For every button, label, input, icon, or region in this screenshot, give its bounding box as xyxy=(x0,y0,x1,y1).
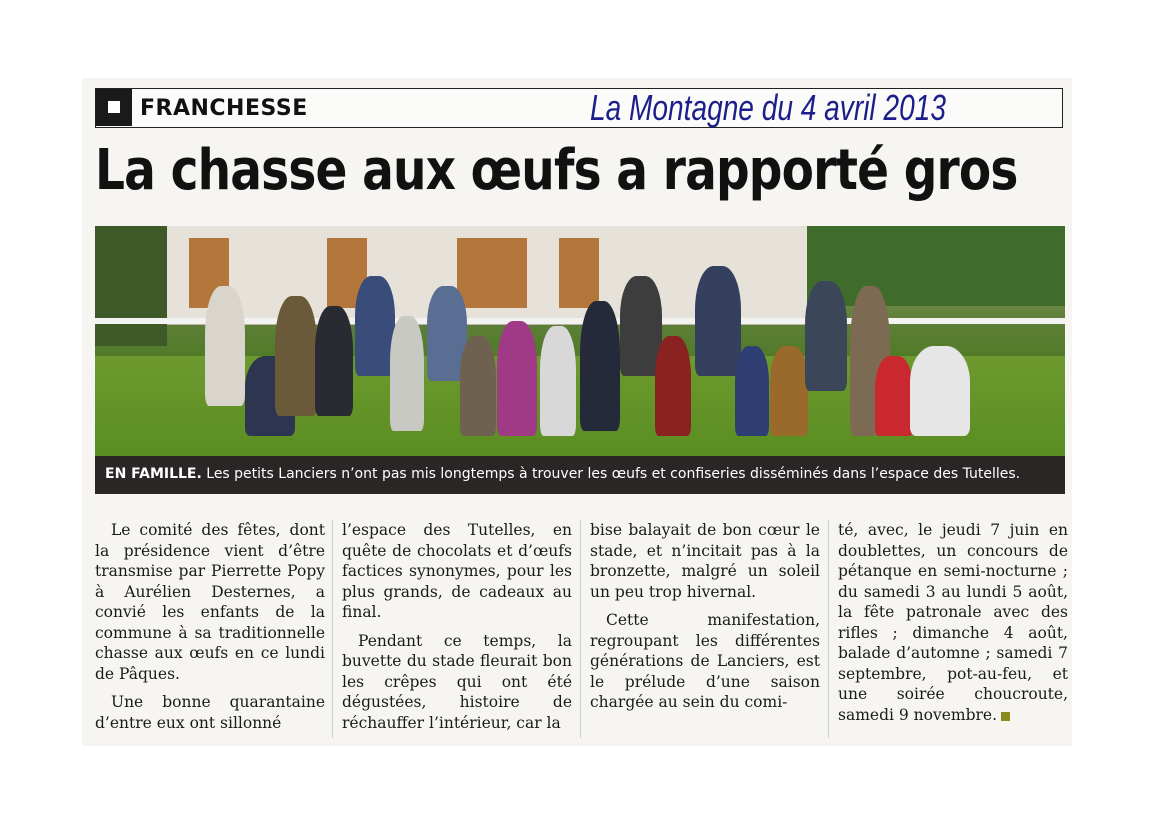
paragraph: té, avec, le jeudi 7 juin en doublettes, un concours de pétanque en semi-nocturne ; du samedi 3 au lundi 5 août, la fête patronale avec des rifles ; dimanche 4 août, balade d’automne ; samedi 7 septembre, pot-au-feu, et une soirée choucroute, samedi 9 novembre. xyxy=(838,521,1068,724)
article-column-2 xyxy=(342,520,572,741)
paragraph: Une bonne quarantaine d’entre eux ont sillonné xyxy=(95,693,325,732)
crowd-of-families xyxy=(205,246,985,436)
end-of-article-icon xyxy=(1001,712,1010,721)
group-photo xyxy=(95,226,1065,456)
article-column-1 xyxy=(95,520,325,741)
source-annotation: La Montagne du 4 avril 2013 xyxy=(590,87,946,128)
paragraph: bise balayait de bon cœur le stade, et n’incitait pas à la bronzette, malgré un soleil un peu trop hivernal. xyxy=(590,521,820,601)
paragraph: l’espace des Tutelles, en quête de chocolats et d’œufs factices synonymes, pour les plus grands, de cadeaux au final. xyxy=(342,521,572,621)
article-headline: La chasse aux œufs a rapporté gros xyxy=(95,138,1018,203)
section-header xyxy=(95,88,1063,128)
caption-lead: EN FAMILLE. xyxy=(105,466,202,482)
photo-caption xyxy=(95,456,1065,494)
article-column-3 xyxy=(590,520,820,721)
section-title: FRANCHESSE xyxy=(140,96,308,121)
paragraph: Cette manifestation, regroupant les différentes générations de Lanciers, est le prélude d’une saison chargée au sein du comi- xyxy=(590,611,820,711)
paragraph: Pendant ce temps, la buvette du stade fleurait bon les crêpes qui ont été dégustées, histoire de réchauffer l’intérieur, car la xyxy=(342,631,572,732)
section-square-icon xyxy=(96,89,132,126)
article-column-4 xyxy=(838,520,1068,733)
paragraph: Le comité des fêtes, dont la présidence vient d’être transmise par Pierrette Popy à Aurélien Desternes, a convié les enfants de la commune à sa traditionnelle chasse aux œufs en ce lundi de Pâques. xyxy=(95,521,325,683)
caption-text: Les petits Lanciers n’ont pas mis longtemps à trouver les œufs et confiseries disséminés dans l’espace des Tutelles. xyxy=(201,466,1021,482)
